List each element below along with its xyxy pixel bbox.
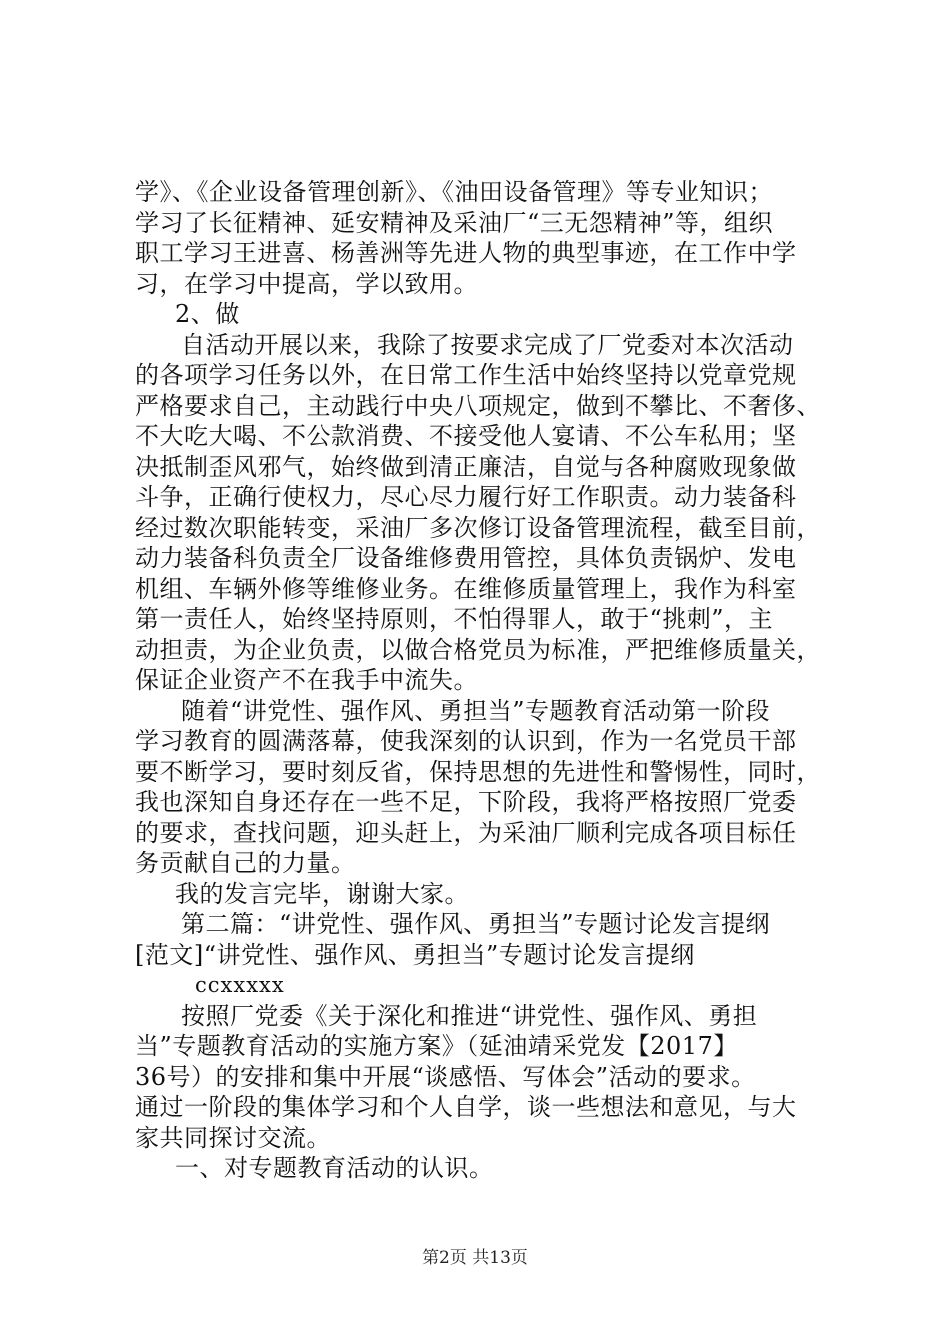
section-heading: 2、做 [175,300,240,328]
document-body [135,177,835,1184]
text-line: 家共同探讨交流。 [135,1123,331,1152]
text-line: 的各项学习任务以外，在日常工作生活中始终坚持以党章党规 [135,361,797,389]
text-line: 严格要求自己，主动践行中央八项规定，做到不攀比、不奢侈、 [135,391,821,420]
text-line: 我也深知自身还存在一些不足，下阶段，我将严格按照厂党委 [135,788,797,816]
text-line: 动力装备科负责全厂设备维修费用管控，具体负责锅炉、发电 [135,544,797,572]
text-line: 斗争，正确行使权力，尽心尽力履行好工作职责。动力装备科 [135,483,797,511]
text-line: 机组、车辆外修等维修业务。在维修质量管理上，我作为科室 [135,574,797,603]
text-line: 保证企业资产不在我手中流失。 [135,666,478,694]
text-line: 当”专题教育活动的实施方案》（延油靖采党发【2017】 [135,1032,738,1060]
text-line: 学习教育的圆满落幕，使我深刻的认识到，作为一名党员干部 [135,727,797,755]
text-line: 习，在学习中提高，学以致用。 [135,269,478,298]
text-line: 经过数次职能转变，采油厂多次修订设备管理流程，截至目前， [135,513,821,542]
author-placeholder: ccxxxxx [195,973,285,997]
section-heading: 一、对专题教育活动的认识。 [175,1154,494,1182]
paragraph-start: 自活动开展以来，我除了按要求完成了厂党委对本次活动 [181,330,794,359]
text-line: 要不断学习，要时刻反省，保持思想的先进性和警惕性，同时， [135,757,821,786]
text-line: 36号）的安排和集中开展“谈感悟、写体会”活动的要求。 [135,1062,756,1091]
text-line: 决抵制歪风邪气，始终做到清正廉洁，自觉与各种腐败现象做 [135,452,797,481]
text-line: 职工学习王进喜、杨善洲等先进人物的典型事迹，在工作中学 [135,239,797,267]
page-number: 第2页 共13页 [422,1248,528,1268]
paragraph-start: 我的发言完毕，谢谢大家。 [175,879,469,908]
paragraph-start: 随着“讲党性、强作风、勇担当”专题教育活动第一阶段 [181,696,771,725]
chapter-title: 第二篇：“讲党性、强作风、勇担当”专题讨论发言提纲 [181,910,771,938]
paragraph-start: 按照厂党委《关于深化和推进“讲党性、强作风、勇担 [181,1001,758,1030]
text-line: 动担责，为企业负责，以做合格党员为标准，严把维修质量关， [135,635,821,664]
text-line: 第一责任人，始终坚持原则，不怕得罪人，敢于“挑刺”，主 [135,605,774,633]
text-line: 不大吃大喝、不公款消费、不接受他人宴请、不公车私用；坚 [135,422,797,450]
text-line: 通过一阶段的集体学习和个人自学，谈一些想法和意见，与大 [135,1093,797,1121]
text-line: 务贡献自己的力量。 [135,849,356,877]
text-line: 学习了长征精神、延安精神及采油厂“三无怨精神”等，组织 [135,208,774,237]
text-line: 学》、《企业设备管理创新》、《油田设备管理》等专业知识； [135,178,773,206]
chapter-title-continued: [范文]“讲党性、强作风、勇担当”专题讨论发言提纲 [135,940,695,969]
text-line: 的要求，查找问题，迎头赶上，为采油厂顺利完成各项目标任 [135,818,797,847]
